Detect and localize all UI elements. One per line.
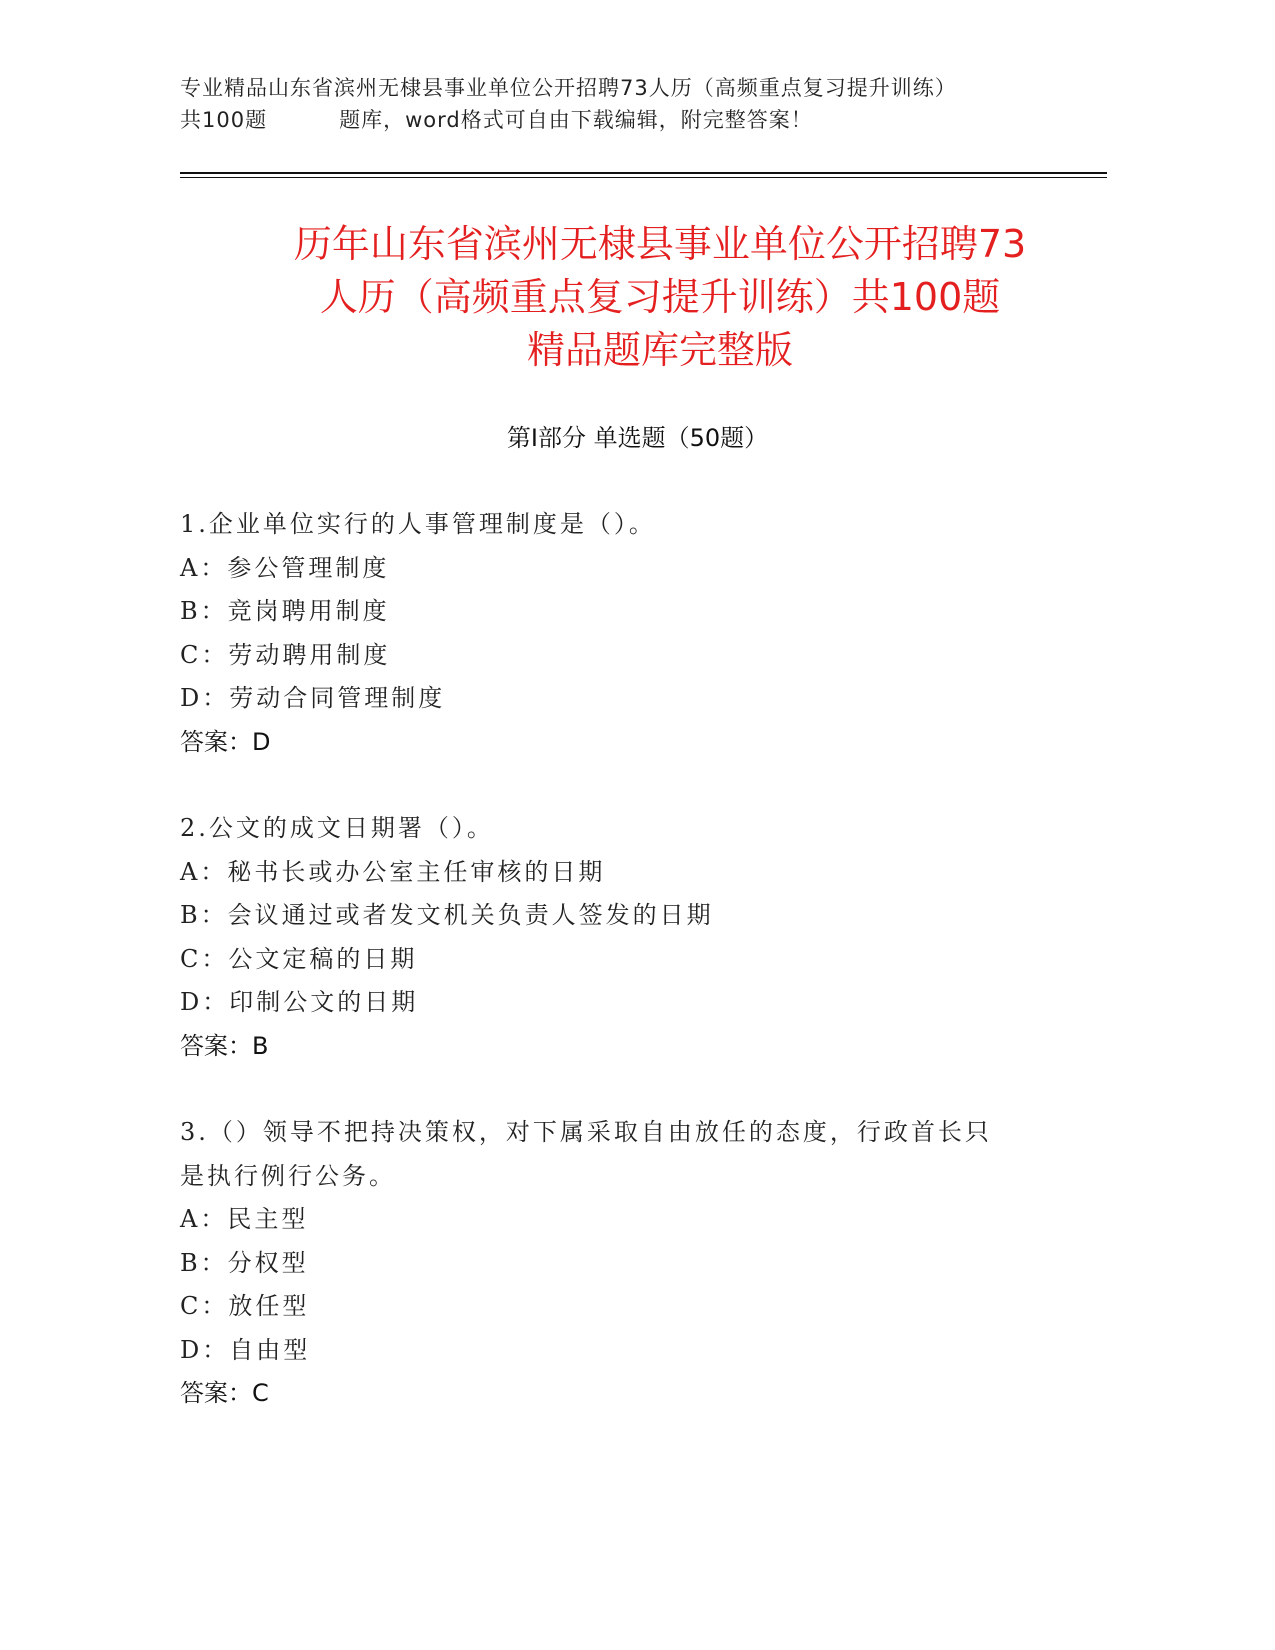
title-line-3: 精品题库完整版: [526, 328, 793, 372]
header-divider-thick: [180, 172, 1107, 174]
question-3: [180, 1111, 1080, 1416]
header-count: 共100题: [180, 108, 268, 132]
question-stem: 2.公文的成文日期署（）。: [180, 814, 494, 842]
header-line-1: 专业精品山东省滨州无棣县事业单位公开招聘73人历（高频重点复习提升训练）: [180, 76, 957, 100]
page-header: [180, 72, 1120, 136]
title-line-1: 历年山东省滨州无棣县事业单位公开招聘73: [293, 222, 1027, 266]
header-description: 题库，word格式可自由下载编辑，附完整答案！: [339, 108, 813, 132]
option-c: C：放任型: [180, 1292, 310, 1320]
question-list: [180, 503, 1080, 1459]
option-b: B：会议通过或者发文机关负责人签发的日期: [180, 901, 714, 929]
header-divider-thin: [180, 177, 1107, 178]
option-b: B：竞岗聘用制度: [180, 597, 390, 625]
question-1: [180, 503, 1080, 764]
answer: 答案：B: [180, 1031, 269, 1060]
title-line-2: 人历（高频重点复习提升训练）共100题: [319, 275, 1001, 319]
option-d: D：劳动合同管理制度: [180, 684, 446, 712]
header-line-2: [180, 104, 1120, 136]
option-d: D：印制公文的日期: [180, 988, 419, 1016]
option-c: C：劳动聘用制度: [180, 640, 391, 669]
option-d: D：自由型: [180, 1335, 311, 1364]
document-title: [160, 218, 1160, 377]
option-a: A：民主型: [180, 1205, 309, 1233]
option-c: C：公文定稿的日期: [180, 944, 418, 973]
question-stem-line-2: 是执行例行公务。: [180, 1161, 396, 1190]
answer: 答案：D: [180, 727, 271, 756]
question-stem-line-1: 3.（）领导不把持决策权，对下属采取自由放任的态度，行政首长只: [180, 1118, 992, 1146]
option-a: A：秘书长或办公室主任审核的日期: [180, 857, 606, 886]
section-heading: 第I部分 单选题（50题）: [506, 424, 769, 452]
answer: 答案：C: [180, 1379, 269, 1407]
question-stem: 1.企业单位实行的人事管理制度是（）。: [180, 510, 656, 538]
option-a: A：参公管理制度: [180, 553, 390, 582]
option-b: B：分权型: [180, 1248, 309, 1277]
question-2: [180, 807, 1080, 1068]
